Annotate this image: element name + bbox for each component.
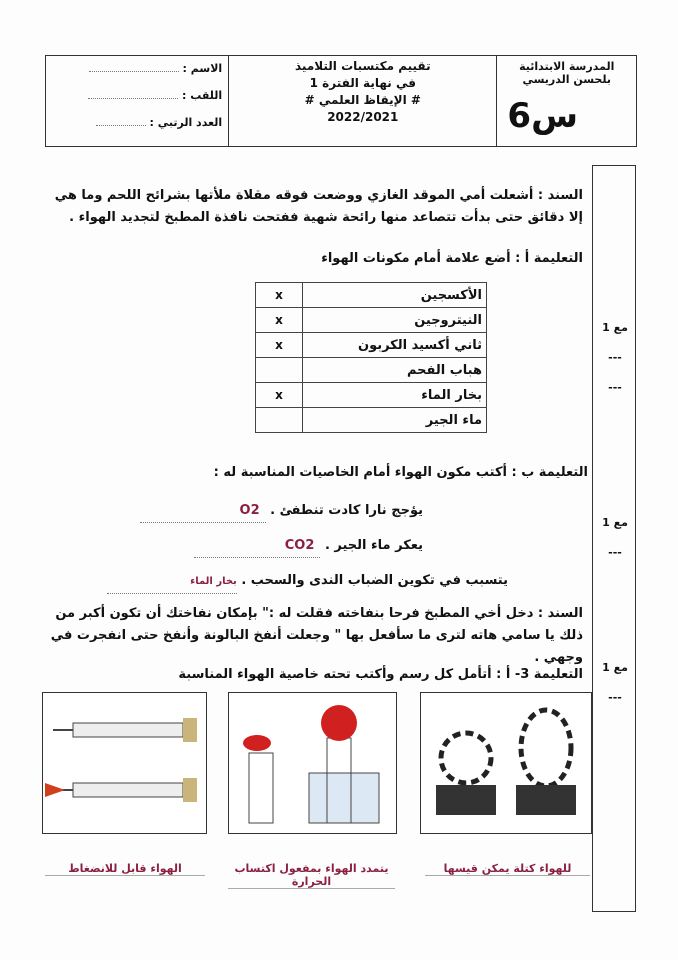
table-row <box>256 408 487 433</box>
balloon-heating-image <box>228 692 397 834</box>
surname-label: اللقب : <box>181 89 223 102</box>
property-row <box>140 500 423 523</box>
mark-cell[interactable] <box>256 408 303 433</box>
component-name: هباب الفحم <box>303 358 487 383</box>
mark-cell[interactable]: x <box>256 333 303 358</box>
grade-blank[interactable]: --- <box>608 351 622 364</box>
answer-field[interactable]: بخار الماء <box>107 571 237 594</box>
table-row <box>256 358 487 383</box>
name-field[interactable] <box>46 62 222 75</box>
instruction-b: التعليمة ب : أكتب مكون الهواء أمام الخاصيات المناسبة له : <box>213 465 588 480</box>
ball-weighing-image <box>420 692 592 834</box>
school-name: بلحسن الدريسي <box>522 73 611 86</box>
property-text: يعكر ماء الجير . <box>324 538 423 553</box>
grade-blank[interactable]: --- <box>608 381 622 394</box>
header-box <box>45 55 637 147</box>
exam-year: 2022/2021 <box>327 110 399 124</box>
property-row <box>194 535 423 558</box>
grade-mark: مع 1 <box>602 321 628 334</box>
school-label: المدرسة الابتدائية <box>519 60 615 73</box>
mark-cell[interactable] <box>256 358 303 383</box>
student-cell <box>46 56 228 146</box>
table-row <box>256 308 487 333</box>
mark-cell[interactable]: x <box>256 383 303 408</box>
name-label: الاسم : <box>182 62 223 75</box>
component-name: ثاني أكسيد الكربون <box>303 333 487 358</box>
caption-expansion[interactable]: يتمدد الهواء بمفعول اكتساب الحرارة <box>228 862 395 889</box>
title-cell <box>228 56 496 146</box>
mark-cell[interactable]: x <box>256 283 303 308</box>
school-cell <box>496 56 636 146</box>
exam-title: تقييم مكتسبات التلاميذ <box>295 59 431 73</box>
grade-logo: س6 <box>507 96 579 136</box>
grade-blank[interactable]: --- <box>608 546 622 559</box>
component-name: بخار الماء <box>303 383 487 408</box>
property-row <box>107 570 508 594</box>
table-row <box>256 383 487 408</box>
instruction-3a: التعليمة 3- أ : أتأمل كل رسم وأكتب تحته خاصية الهواء المناسبة <box>178 667 583 682</box>
grade-blank[interactable]: --- <box>608 691 622 704</box>
component-name: النيتروجين <box>303 308 487 333</box>
exam-subject: # الإيقاظ العلمي # <box>304 93 421 107</box>
number-label: العدد الرتبي : <box>149 116 223 129</box>
sanad-2: السند : دخل أخي المطبخ فرحا بنفاخته فقلت له :" بإمكان نفاختك أن تكون أكبر من ذلك يا سامي هاته لترى ما سأفعل بها " وجعلت أنفخ البالونة وأنفخ حتى انفجرت في وجهي . <box>50 606 583 665</box>
grade-mark: مع 1 <box>602 661 628 674</box>
grading-column <box>592 165 636 912</box>
component-name: ماء الجير <box>303 408 487 433</box>
caption-compression[interactable]: الهواء قابل للانضغاط <box>45 862 205 876</box>
surname-field[interactable] <box>46 89 222 102</box>
answer-field[interactable]: CO2 <box>194 535 320 558</box>
table-row <box>256 333 487 358</box>
component-name: الأكسجين <box>303 283 487 308</box>
grade-mark: مع 1 <box>602 516 628 529</box>
instruction-a: التعليمة أ : أضع علامة أمام مكونات الهواء <box>321 251 583 266</box>
mark-cell[interactable]: x <box>256 308 303 333</box>
caption-mass[interactable]: للهواء كتلة يمكن قيسها <box>425 862 590 876</box>
answer-field[interactable]: O2 <box>140 500 266 523</box>
sanad-1: السند : أشعلت أمي الموقد الغازي ووضعت فوقه مقلاة ملأتها بشرائح اللحم وما هي إلا دقائق حتى بدأت تتصاعد منها رائحة شهية ففتحت نافذة المطبخ لتجديد الهواء . <box>54 188 583 225</box>
syringe-compression-image <box>42 692 207 834</box>
air-components-table <box>255 282 487 433</box>
table-row <box>256 283 487 308</box>
exam-period: في نهاية الفترة 1 <box>309 76 416 90</box>
number-field[interactable] <box>46 116 222 129</box>
property-text: يؤجج نارا كادت تنطفئ . <box>270 503 423 518</box>
property-text: يتسبب في تكوين الضباب الندى والسحب . <box>241 573 508 588</box>
